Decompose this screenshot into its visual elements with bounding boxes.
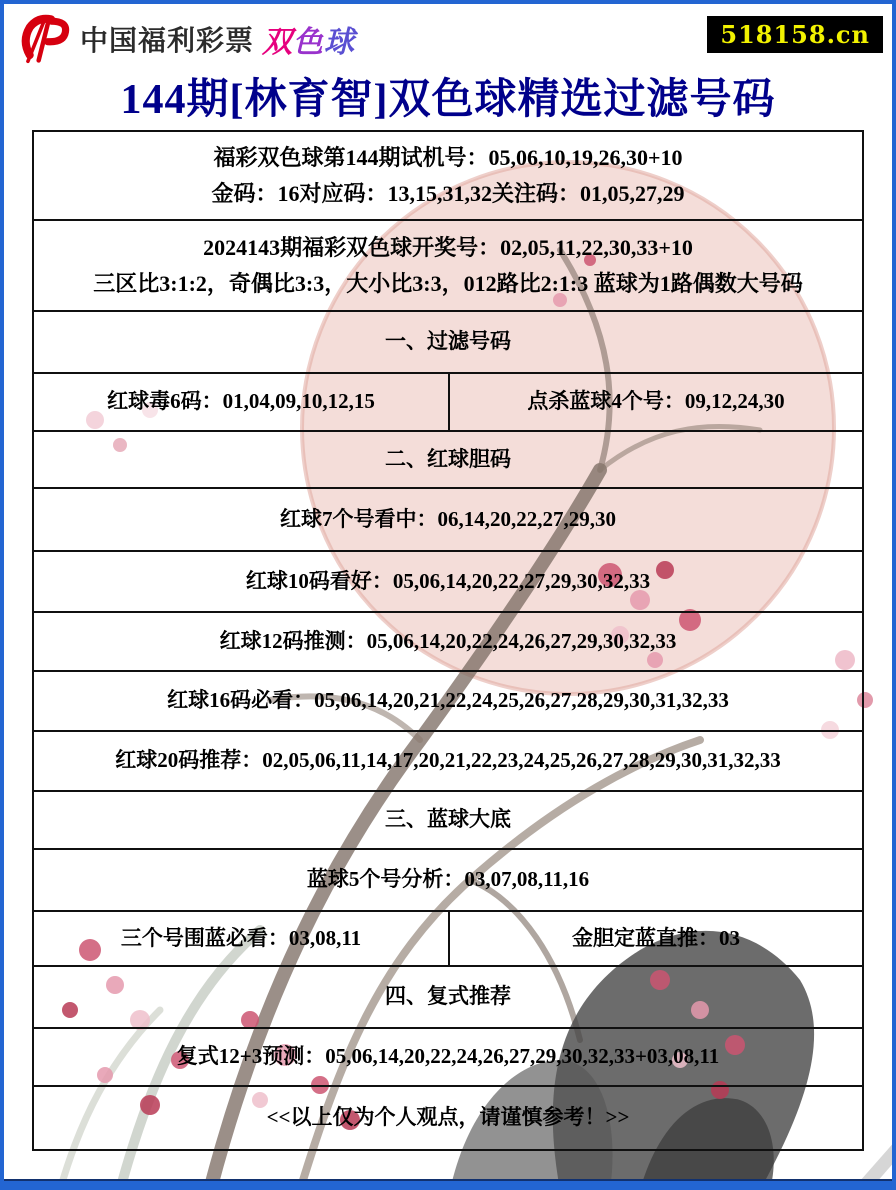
data-row-blue-5: 蓝球5个号分析：03,07,08,11,16 bbox=[34, 850, 862, 912]
split-row-blue-picks bbox=[34, 912, 862, 967]
blue-gold-dan-cell: 金胆定蓝直推：03 bbox=[448, 912, 862, 965]
brand-text: 中国福利彩票 bbox=[80, 25, 255, 56]
gold-code-line: 金码：16对应码：13,15,31,32关注码：01,05,27,29 bbox=[211, 180, 685, 206]
product-text: 双色球 bbox=[262, 26, 356, 59]
section-header-complex: 四、复式推荐 bbox=[34, 967, 862, 1029]
ratio-analysis-line: 三区比3:1:2，奇偶比3:3，大小比3:3，012路比2:1:3 蓝球为1路偶数大号码 bbox=[93, 270, 803, 296]
china-welfare-lottery-logo-icon bbox=[16, 14, 72, 64]
header-logo bbox=[16, 14, 355, 64]
data-row-red-7: 红球7个号看中：06,14,20,22,27,29,30 bbox=[34, 489, 862, 552]
data-row-red-16: 红球16码必看：05,06,14,20,21,22,24,25,26,27,28,29,30,31,32,33 bbox=[34, 672, 862, 732]
data-row-red-20: 红球20码推荐：02,05,06,11,14,17,20,21,22,23,24,25,26,27,28,29,30,31,32,33 bbox=[34, 732, 862, 792]
trial-number-line: 福彩双色球第144期试机号：05,06,10,19,26,30+10 bbox=[213, 145, 683, 171]
prediction-table bbox=[32, 130, 864, 1151]
blue-3-cell: 三个号围蓝必看：03,08,11 bbox=[120, 925, 362, 950]
data-row-red-10: 红球10码看好：05,06,14,20,22,27,29,30,32,33 bbox=[34, 552, 862, 613]
kill-blue-4-cell: 点杀蓝球4个号：09,12,24,30 bbox=[448, 374, 862, 430]
red-poison-6-cell: 红球毒6码：01,04,09,10,12,15 bbox=[107, 389, 375, 414]
site-badge: 518158.cn bbox=[707, 16, 883, 53]
data-row-complex-12-3: 复式12+3预测：05,06,14,20,22,24,26,27,29,30,32,33+03,08,11 bbox=[34, 1029, 862, 1087]
data-row-red-12: 红球12码推测：05,06,14,20,22,24,26,27,29,30,32,33 bbox=[34, 613, 862, 672]
footer-disclaimer-row: <<以上仅为个人观点，请谨慎参考！>> bbox=[266, 1105, 630, 1130]
section-header-filter: 一、过滤号码 bbox=[34, 312, 862, 374]
info-row-last-draw bbox=[34, 221, 862, 312]
last-draw-line: 2024143期福彩双色球开奖号：02,05,11,22,30,33+10 bbox=[203, 235, 693, 261]
page-title: 144期[林育智]双色球精选过滤号码 bbox=[120, 77, 776, 123]
section-header-blue: 三、蓝球大底 bbox=[34, 792, 862, 850]
section-header-red-dan: 二、红球胆码 bbox=[34, 432, 862, 489]
info-row-trial-numbers bbox=[34, 132, 862, 221]
split-row-kill-numbers bbox=[34, 374, 862, 432]
